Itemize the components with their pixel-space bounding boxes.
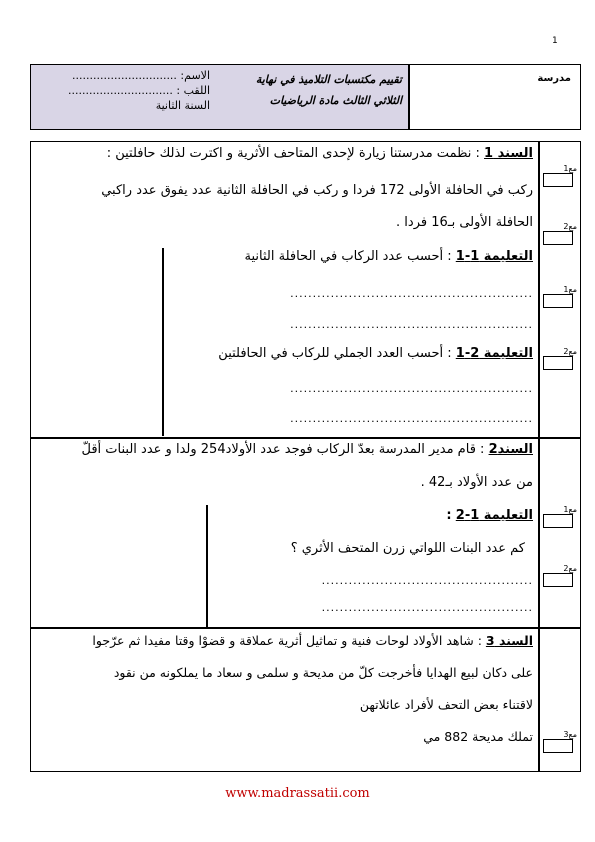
score-box[interactable] bbox=[543, 294, 573, 308]
answer-line[interactable]: ...................................................... bbox=[290, 318, 533, 331]
instruction-1-1: التعليمة 1-1 : أحسب عدد الركاب في الحافلة الثانية bbox=[244, 249, 533, 264]
section3-intro: السند 3 : شاهد الأولاد لوحات فنية و تماثيل أثرية عملاقة و قضوْا وقتا مفيدا ثم عرّجوا bbox=[92, 633, 533, 648]
school-label: مدرسة bbox=[537, 73, 571, 84]
section3-line3: لاقتناء بعض التحف لأفراد عائلاتهن bbox=[359, 697, 533, 712]
section1-label: السند 1 bbox=[484, 146, 533, 161]
section1-line2: ركب في الحافلة الأولى 172 فردا و ركب في الحافلة الثانية عدد يفوق عدد راكبي bbox=[101, 183, 533, 198]
mark-column-divider bbox=[538, 141, 540, 772]
answer-line[interactable]: ...................................................... bbox=[290, 287, 533, 300]
surname-field[interactable]: اللقب : .............................. bbox=[67, 84, 210, 97]
section2-line2: من عدد الأولاد بـ42 . bbox=[420, 475, 533, 490]
mark-3: مع1 bbox=[543, 285, 577, 308]
instruction-1-1-label: التعليمة 1-1 bbox=[455, 249, 533, 264]
score-box[interactable] bbox=[543, 514, 573, 528]
mark-5: مع1 bbox=[543, 505, 577, 528]
section2-intro: السند2 : قام مدير المدرسة بعدّ الركاب فوجد عدد الأولاد254 ولدا و عدد البنات أقلّ bbox=[81, 442, 533, 457]
score-box[interactable] bbox=[543, 573, 573, 587]
section1-line3: الحافلة الأولى بـ16 فردا . bbox=[396, 215, 533, 230]
mark-6: مع2 bbox=[543, 564, 577, 587]
score-box[interactable] bbox=[543, 356, 573, 370]
student-info-cell bbox=[31, 65, 216, 129]
section3-line2: على دكان لبيع الهدايا فأخرجت كلّ من مديحة و سلمى و سعاد ما يملكونه من نقود bbox=[113, 665, 533, 680]
answer-line[interactable]: ............................................... bbox=[321, 601, 533, 614]
section3-line4: تملك مديحة 882 مي bbox=[423, 729, 533, 744]
exam-title-line2: الثلاثي الثالث مادة الرياضيات bbox=[269, 94, 402, 107]
instruction-2-1-label: التعليمة 1-2 bbox=[455, 508, 533, 523]
instruction-1-2: التعليمة 2-1 : أحسب العدد الجملي للركاب في الحافلتين bbox=[218, 346, 533, 361]
mark-1: مع1 bbox=[543, 164, 577, 187]
section1-intro: السند 1 : نظمت مدرستنا زيارة لإحدى المتاحف الأثرية و اكترت لذلك حافلتين : bbox=[106, 146, 533, 161]
page-number: 1 bbox=[552, 36, 558, 46]
answer-line[interactable]: ............................................... bbox=[321, 574, 533, 587]
score-box[interactable] bbox=[543, 231, 573, 245]
answer-line[interactable]: ...................................................... bbox=[290, 412, 533, 425]
footer-website[interactable]: www.madrassatii.com bbox=[225, 786, 370, 801]
school-cell bbox=[409, 65, 579, 129]
exam-title-cell bbox=[216, 65, 409, 129]
mark-7: مع3 bbox=[543, 730, 577, 753]
mark-4: مع2 bbox=[543, 347, 577, 370]
score-box[interactable] bbox=[543, 173, 573, 187]
name-field[interactable]: الاسم: .............................. bbox=[72, 69, 210, 82]
question-2-1: كم عدد البنات اللواتي زرن المتحف الأثري ؟ bbox=[290, 541, 525, 556]
answer-divider-1 bbox=[162, 248, 164, 436]
mark-2: مع2 bbox=[543, 222, 577, 245]
header-table bbox=[30, 64, 581, 130]
grade-label: السنة الثانية bbox=[155, 99, 210, 112]
answer-line[interactable]: ...................................................... bbox=[290, 382, 533, 395]
instruction-2-1: التعليمة 1-2 : bbox=[446, 508, 533, 523]
exam-title-line1: تقييم مكتسبات التلاميذ في نهاية bbox=[255, 73, 402, 86]
score-box[interactable] bbox=[543, 739, 573, 753]
section2-label: السند2 bbox=[488, 442, 533, 457]
section-divider-2 bbox=[30, 627, 581, 629]
instruction-1-2-label: التعليمة 2-1 bbox=[455, 346, 533, 361]
answer-divider-2 bbox=[206, 505, 208, 627]
section3-label: السند 3 bbox=[485, 633, 533, 648]
section-divider-1 bbox=[30, 437, 581, 439]
